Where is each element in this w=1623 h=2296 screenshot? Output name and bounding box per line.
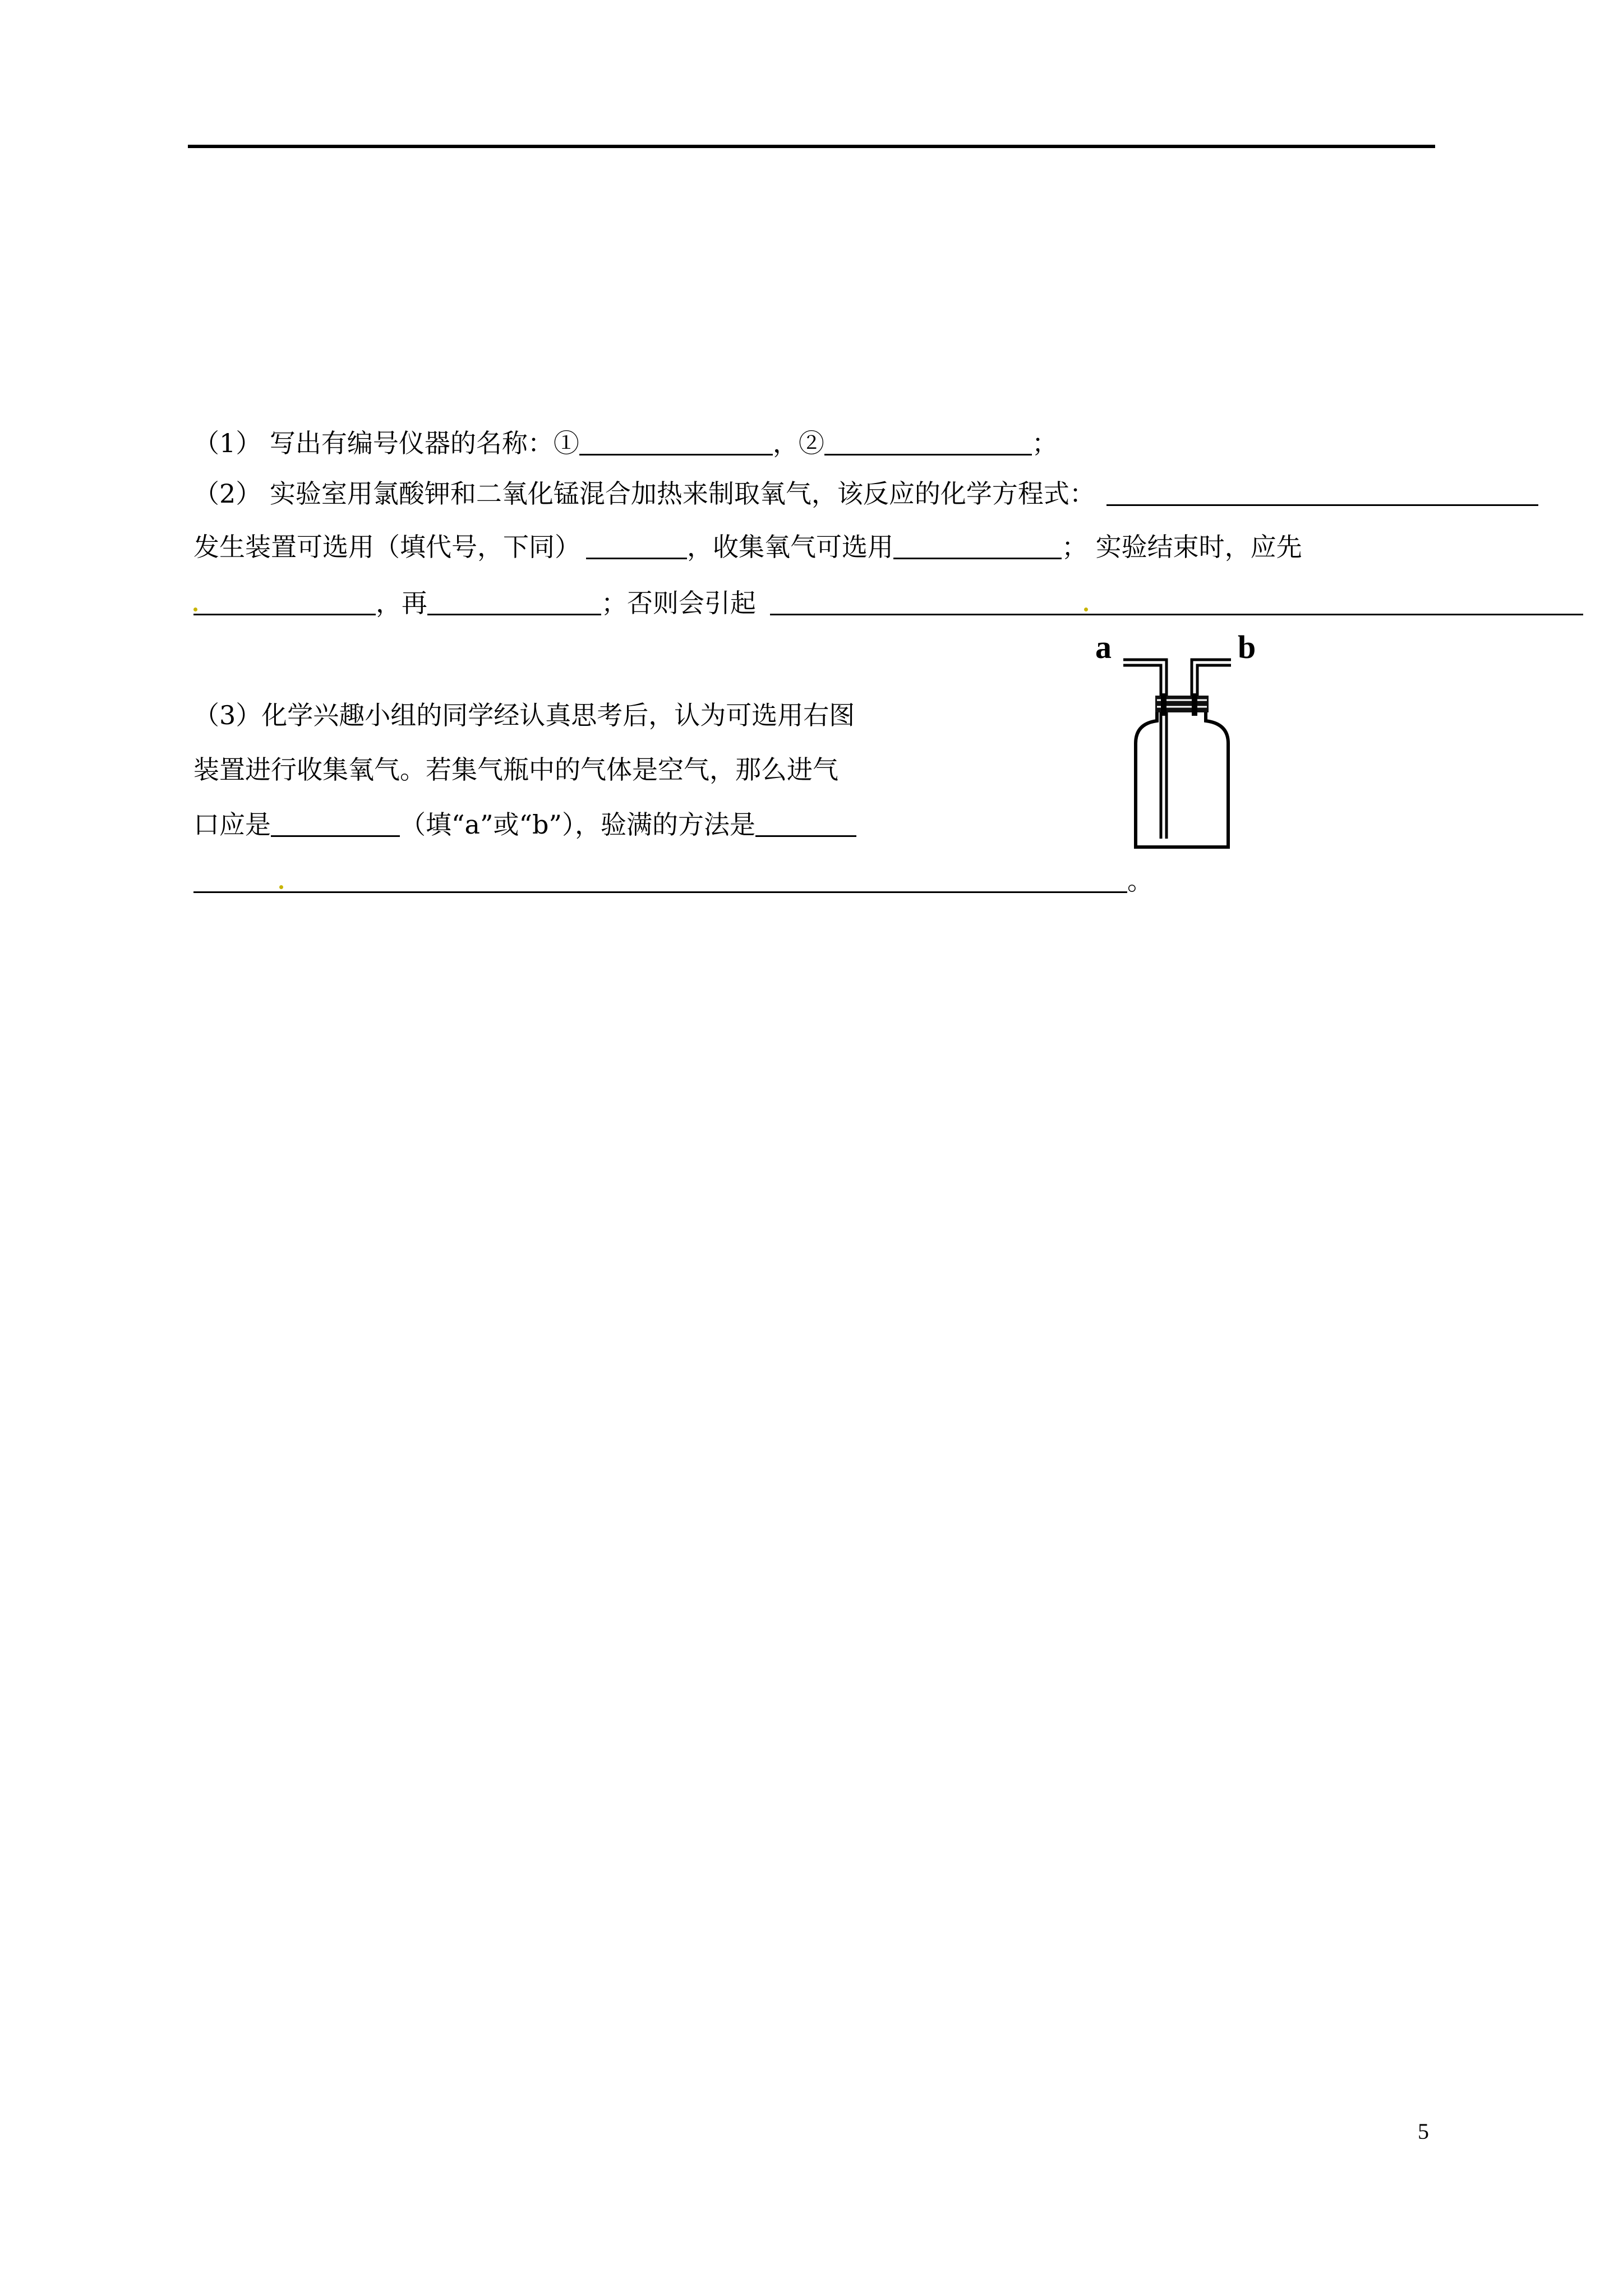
q2-consequence-blank[interactable] <box>770 588 1583 615</box>
question-2-line-2 <box>193 527 1302 567</box>
q2-second-step-blank[interactable] <box>427 588 601 615</box>
label-a: a <box>1095 629 1112 665</box>
page-number: 5 <box>1418 2119 1429 2144</box>
question-3-line-2 <box>193 750 838 789</box>
q3-method-blank[interactable] <box>755 809 856 837</box>
q2-line2-b: ，收集氧气可选用 <box>687 532 893 562</box>
q1-blank-1[interactable] <box>579 428 773 455</box>
q3-line3-a: 口应是 <box>193 809 271 840</box>
mark-dot <box>279 885 283 889</box>
q2-first-step-blank[interactable] <box>193 588 376 615</box>
q2-line2-c: ； 实验结束时，应先 <box>1062 532 1302 562</box>
q3-line2: 装置进行收集氧气。若集气瓶中的气体是空气，那么进气 <box>193 754 838 785</box>
question-3-line-3 <box>193 805 856 844</box>
q1-end: ； <box>1031 428 1058 458</box>
q2-line3-b: ；否则会引起 <box>601 588 756 618</box>
question-3-line-1 <box>193 696 855 735</box>
question-2-line-1 <box>193 474 1538 513</box>
q3-line3-b: （填“a”或“b”），验满的方法是 <box>400 809 755 840</box>
q2-apparatus-blank[interactable] <box>586 532 687 559</box>
q3-inlet-blank[interactable] <box>271 809 400 837</box>
q1-prefix: （1） 写出有编号仪器的名称：① <box>193 428 579 458</box>
q1-blank-2[interactable] <box>824 428 1032 455</box>
q2-line2-a: 发生装置可选用（填代号，下同） <box>193 532 580 562</box>
label-b: b <box>1238 629 1256 665</box>
q3-line4-end: 。 <box>1127 866 1153 896</box>
q2-line1: （2） 实验室用氯酸钾和二氧化锰混合加热来制取氧气，该反应的化学方程式： <box>193 478 1095 509</box>
header-rule <box>188 145 1435 148</box>
question-2-line-3 <box>193 583 1583 623</box>
mark-dot <box>1084 608 1088 611</box>
gas-bottle-figure <box>1091 629 1270 853</box>
gas-bottle-drawing <box>1091 639 1270 853</box>
q2-equation-blank[interactable] <box>1106 478 1538 506</box>
bottle-body <box>1136 710 1228 847</box>
q1-mid: ，② <box>772 428 824 458</box>
question-3-line-4 <box>193 861 1153 900</box>
mark-dot <box>193 608 197 611</box>
q3-method-blank-continued[interactable] <box>193 866 1127 893</box>
q3-line1: （3）化学兴趣小组的同学经认真思考后，认为可选用右图 <box>193 700 855 730</box>
q2-collect-blank[interactable] <box>893 532 1062 559</box>
q2-line3-a: ，再 <box>376 588 427 618</box>
question-1 <box>193 424 1058 463</box>
